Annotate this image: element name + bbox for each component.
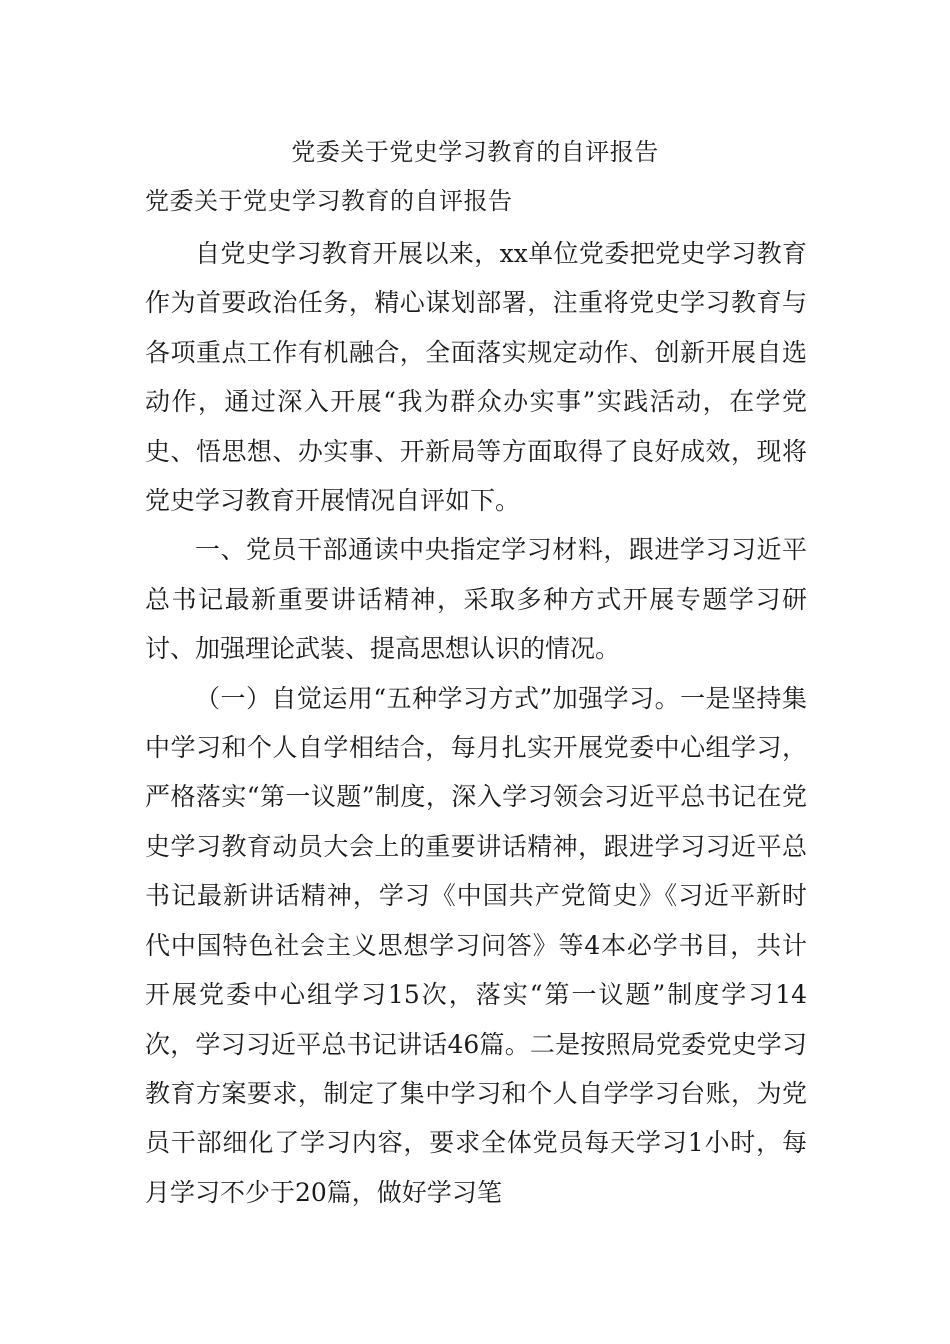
document-title: 党委关于党史学习教育的自评报告 <box>291 138 659 166</box>
document-subtitle: 党委关于党史学习教育的自评报告 <box>145 187 513 215</box>
paragraph-section-one: 一、党员干部通读中央指定学习材料，跟进学习习近平总书记最新重要讲话精神，采取多种方式开展专题学习研讨、加强理论武装、提高思想认识的情况。 <box>145 535 807 664</box>
document-body <box>145 229 807 1217</box>
paragraph-intro: 自党史学习教育开展以来，xx单位党委把党史学习教育作为首要政治任务，精心谋划部署，注重将党史学习教育与各项重点工作有机融合，全面落实规定动作、创新开展自选动作，通过深入开展“我为群众办实事”实践活动，在学党史、悟思想、办实事、开新局等方面取得了良好成效，现将党史学习教育开展情况自评如下。 <box>145 239 807 516</box>
paragraph-subsection-one: （一）自觉运用“五种学习方式”加强学习。一是坚持集中学习和个人自学相结合，每月扎实开展党委中心组学习，严格落实“第一议题”制度，深入学习领会习近平总书记在党史学习教育动员大会上的重要讲话精神，跟进学习习近平总书记最新讲话精神，学习《中国共产党简史》《习近平新时代中国特色社会主义思想学习问答》等4本必学书目，共计开展党委中心组学习15次，落实“第一议题”制度学习14次，学习习近平总书记讲话46篇。二是按照局党委党史学习教育方案要求，制定了集中学习和个人自学学习台账，为党员干部细化了学习内容，要求全体党员每天学习1小时，每月学习不少于20篇，做好学习笔 <box>145 683 807 1207</box>
